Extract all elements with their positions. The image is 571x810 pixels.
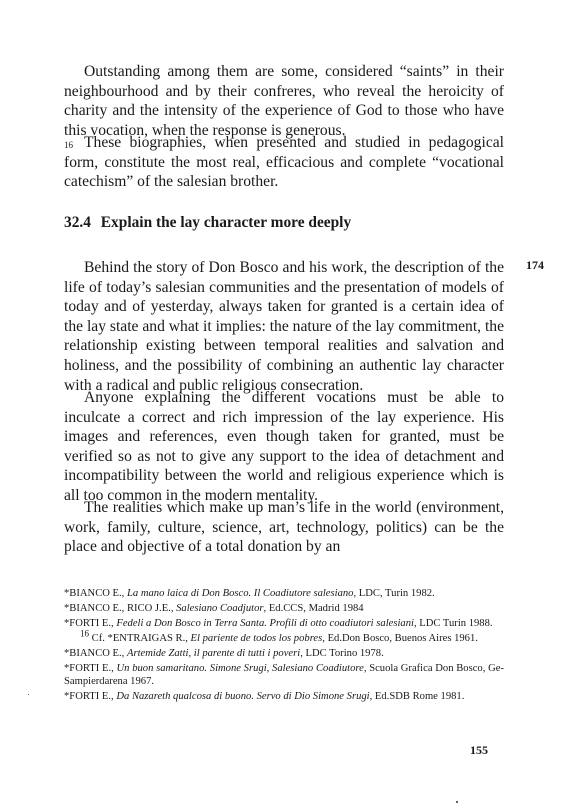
footnote-16: $^{16}$ Cf. *ENTRAIGAS R., El pariente de todos los pobres, Ed.Don Bosco, Buenos Aires 1961.: [80, 628, 478, 644]
footnote-bibliography: *FORTI E., Un buon samaritano. Simone Srugi, Salesiano Coadiutore, Scuola Grafica Don Bosco, Ge-Sampierdarena 1967.: [64, 662, 504, 688]
scan-speck: [456, 801, 458, 803]
book-title: La mano laica di Don Bosco. Il Coadiutore salesiano: [126, 588, 354, 599]
marginal-number: 174: [526, 258, 544, 272]
section-heading: [64, 214, 351, 232]
page-number: 155: [470, 743, 488, 757]
paragraph-text: Behind the story of Don Bosco and his work, the description of the life of today’s salesian communities and the presentation of models of today and of yesterday, always taken for granted is a certain idea of the lay state and what it implies: the nature of the lay commitment, the relationship existing between temporal realities and salvation and holiness, and the possibility of combining an authentic lay character with a radical and public religious consecration.: [64, 259, 504, 394]
paragraph-biographies: [64, 133, 504, 192]
paragraph-lay-state: [64, 258, 504, 395]
book-title: El pariente de todos los pobres: [190, 632, 323, 644]
footnote-ref-16: 16: [64, 140, 73, 151]
footnotes: [64, 587, 504, 705]
book-title: Salesiano Coadjutor: [176, 602, 264, 614]
paragraph-text: The realities which make up man’s life in the world (environment, work, family, culture, science, art, technology, politics) can be the place and objective of a total donation by an: [64, 499, 504, 556]
section-title: Explain the lay character more deeply: [100, 214, 352, 231]
footnote-bibliography: *FORTI E., Da Nazareth qualcosa di buono. Servo di Dio Simone Srugi, Ed.SDB Rome 1981.: [64, 691, 465, 703]
book-title: Artemide Zatti, il parente di tutti i poveri: [126, 647, 301, 659]
footnote-bibliography: *BIANCO E., Artemide Zatti, il parente di tutti i poveri, LDC Torino 1978.: [64, 647, 384, 659]
footnote-bibliography: *BIANCO E., La mano laica di Don Bosco. Il Coadiutore salesiano, LDC, Turin 1982.: [64, 588, 435, 599]
paragraph-text: These biographies, when presented and studied in pedagogical form, constitute the most real, efficacious and complete “vocational catechism” of the salesian brother.: [64, 134, 504, 191]
book-title: Fedeli a Don Bosco in Terra Santa. Profili di otto coadiutori salesiani: [116, 617, 414, 629]
book-title: Un buon samaritano. Simone Srugi, Salesiano Coadiutore: [116, 662, 364, 674]
footnote-bibliography: *FORTI E., Fedeli a Don Bosco in Terra Santa. Profili di otto coadiutori salesiani, LDC Turin 1988.: [64, 617, 493, 629]
footnote-number: 16: [80, 628, 89, 639]
book-title: Da Nazareth qualcosa di buono. Servo di Dio Simone Srugi: [116, 691, 370, 703]
paragraph-text: Anyone explaining the different vocations must be able to inculcate a correct and rich impression of the lay experience. His images and references, even though taken for granted, must be verified so as not to give any support to the idea of detachment and incompatibility between the world and religious experience which is all too common in the modern mentality.: [64, 389, 504, 504]
scan-speck: [28, 694, 29, 695]
paragraph-vocations: [64, 388, 504, 506]
section-number: 32.4: [64, 214, 91, 231]
footnote-bibliography: *BIANCO E., RICO J.E., Salesiano Coadjutor, Ed.CCS, Madrid 1984: [64, 602, 364, 614]
paragraph-text: Outstanding among them are some, considered “saints” in their neighbourhood and by their confreres, who reveal the heroicity of charity and the intensity of the experience of God to those who have this vocation, when the response is generous.: [64, 63, 504, 139]
paragraph-realities: [64, 498, 504, 557]
